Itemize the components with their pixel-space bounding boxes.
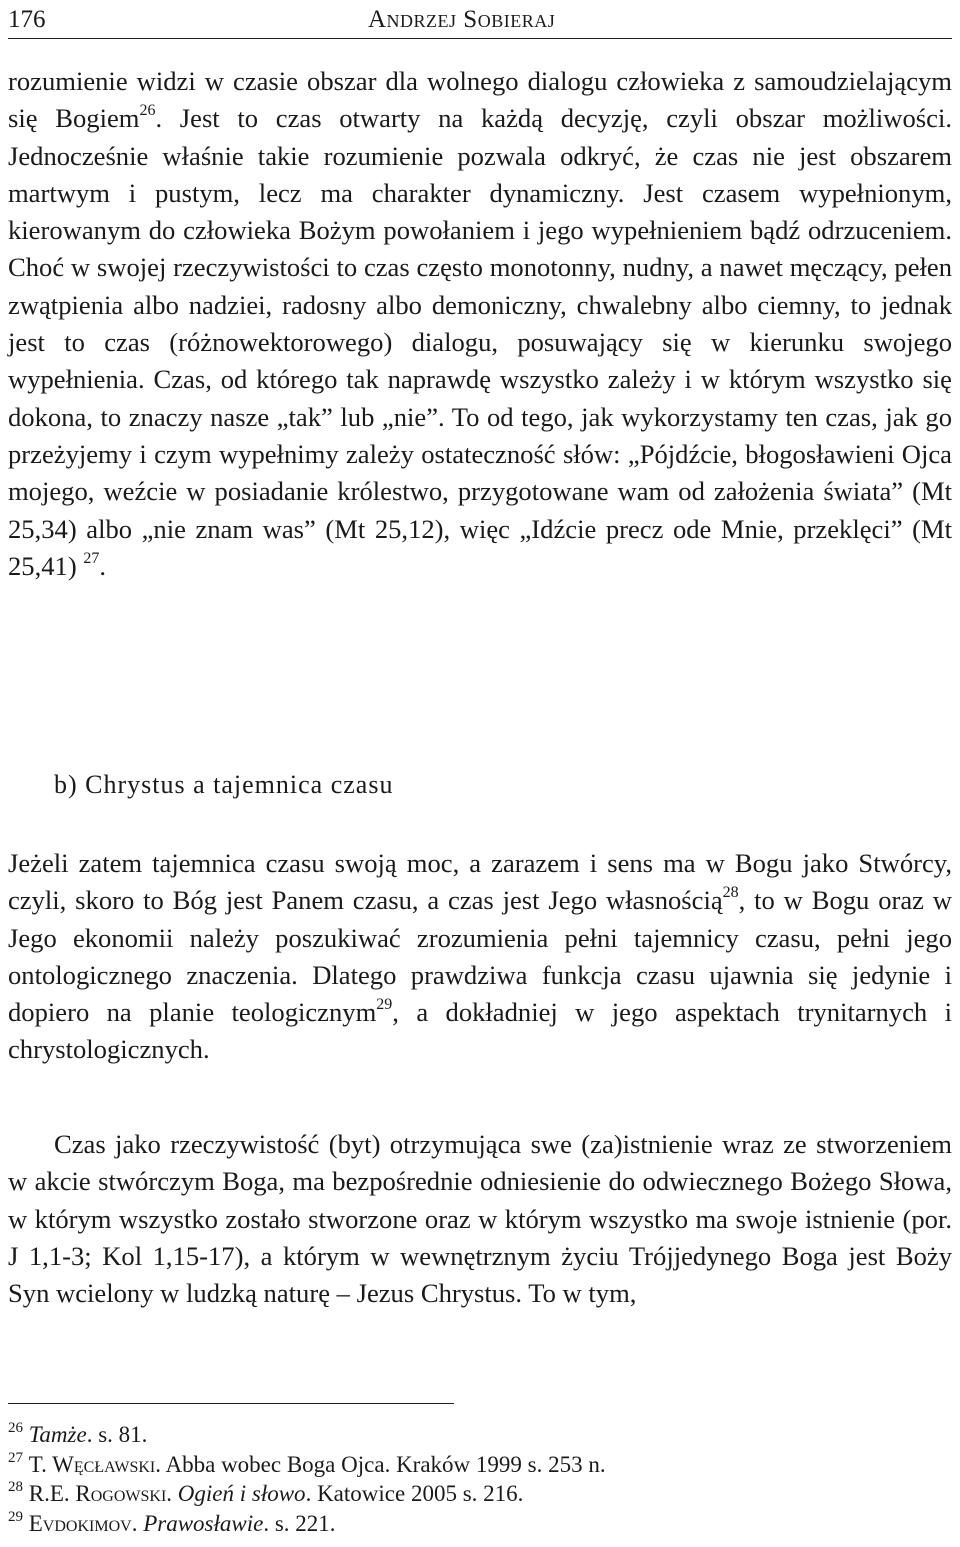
paragraph-text: Czas jako rzeczywistość (byt) otrzymująca swe (za)istnienie wraz ze stworzeniem w akcie stwórczym Boga, ma bezpośrednie odniesienie do odwiecznego Bożego Słowa, w którym wszystko zostało stworzone oraz w którym wszystko ma swoje istnienie (por. J 1,1-3; Kol 1,15-17), a którym w wewnętrznym życiu Trójjedynego Boga jest Boży Syn wcielony w ludzką naturę – Jezus Chrystus. To w tym, bbox=[8, 1129, 952, 1309]
page-number: 176 bbox=[8, 6, 46, 33]
paragraph-text bbox=[8, 63, 952, 585]
paragraph-continued bbox=[8, 63, 952, 585]
footnote-title: Abba wobec Boga Ojca bbox=[165, 1451, 385, 1477]
text-run: . bbox=[99, 550, 106, 581]
footnote-separator bbox=[8, 1403, 454, 1404]
footnote-rest: . Kraków 1999 s. 253 n. bbox=[384, 1451, 606, 1477]
footnote-title: Ogień i słowo bbox=[177, 1481, 306, 1506]
section-heading: b) Chrystus a tajemnica czasu bbox=[54, 770, 394, 799]
paragraph bbox=[8, 1126, 952, 1312]
footnote bbox=[8, 1420, 952, 1450]
footnote-ref-27: 27 bbox=[83, 549, 100, 567]
footnote: $^{29}$ Evdokimov. Prawosławie. s. 221. bbox=[8, 1508, 336, 1536]
footnote-number: 27 bbox=[8, 1449, 23, 1466]
footnote-rest: . Katowice 2005 s. 216. bbox=[305, 1481, 524, 1506]
footnote-ref-26: 26 bbox=[139, 102, 156, 120]
paragraph bbox=[8, 845, 952, 1069]
footnote-ref-29: 29 bbox=[376, 996, 393, 1014]
footnote: $^{27}$ T. Węcławski. Abba wobec Boga Ojca. Kraków 1999 s. 253 n. bbox=[8, 1449, 606, 1477]
footnote-rest: . s. 221. bbox=[263, 1510, 336, 1536]
footnote-rest: . s. 81. bbox=[86, 1422, 148, 1447]
text-run: . Jest to czas otwarty na każdą decyzję, czyli obszar możliwości. Jednocześnie właśnie takie rozumienie pozwala odkryć, że czas nie jest obszarem martwym i pustym, lecz ma charakter dynamiczny. Jest czasem wypełnionym, kierowanym do człowieka Bożym powołaniem i jego wypełnieniem bądź odrzuceniem. Choć w swojej rzeczywistości to czas często monotonny, nudny, a nawet męczący, pełen zwątpienia albo nadziei, radosny albo demoniczny, chwalebny albo ciemny, to jednak jest to czas (różnowektorowego) dialogu, posuwający się w kierunku swojego wypełnienia. Czas, od którego tak naprawdę wszystko zależy i w którym wszystko się dokona, to znaczy nasze „tak” lub „nie”. To od tego, jak wykorzystamy ten czas, jak go przeżyjemy i czym wypełnimy zależy ostateczność słów: „Pójdźcie, błogosławieni Ojca mojego, weźcie w posiadanie królestwo, przygotowane wam od założenia świata” (Mt 25,34) albo „nie znam was” (Mt 25,12), więc „Idźcie precz ode Mnie, przeklęci” (Mt 25,41) bbox=[8, 103, 952, 581]
footnote-title: Prawosławie bbox=[143, 1510, 264, 1536]
text-run: rozumienie widzi w czasie obszar dla wolnego dialogu człowieka z samoudzielającym się Bogiem bbox=[8, 66, 952, 134]
header-rule bbox=[8, 38, 952, 39]
footnotes bbox=[8, 1420, 952, 1538]
footnote-number: 28 bbox=[8, 1479, 23, 1495]
running-header bbox=[8, 6, 952, 36]
running-head-author: Andrzej Sobieraj bbox=[368, 6, 556, 33]
text-run: Jeżeli zatem tajemnica czasu swoją moc, a zarazem i sens ma w Bogu jako Stwórcy, czyli, skoro to Bóg jest Panem czasu, a czas jest Jego własnością bbox=[8, 848, 952, 916]
footnote-number: 29 bbox=[8, 1508, 23, 1525]
footnote-author: R.E. Rogowski bbox=[28, 1481, 167, 1506]
text-run: , to w Bogu oraz w Jego ekonomii należy poszukiwać zrozumienia pełni tajemnicy czasu, pełni jego ontologicznego znaczenia. Dlatego prawdziwa funkcja czasu ujawnia się jedynie i dopiero na planie teologicznym bbox=[8, 885, 953, 1028]
footnote-ref-28: 28 bbox=[722, 884, 739, 902]
footnote: $^{28}$ R.E. Rogowski. Ogień i słowo. Katowice 2005 s. 216. bbox=[8, 1479, 524, 1506]
paragraph-text bbox=[8, 845, 952, 1069]
footnote-number: 26 bbox=[8, 1420, 23, 1436]
footnote-title: Tamże bbox=[28, 1422, 87, 1447]
footnote-author: Evdokimov bbox=[28, 1510, 132, 1536]
footnote-author: T. Węcławski bbox=[28, 1451, 156, 1477]
text-run: , a dokładniej w jego aspektach trynitarnych i chrystologicznych. bbox=[8, 997, 952, 1065]
